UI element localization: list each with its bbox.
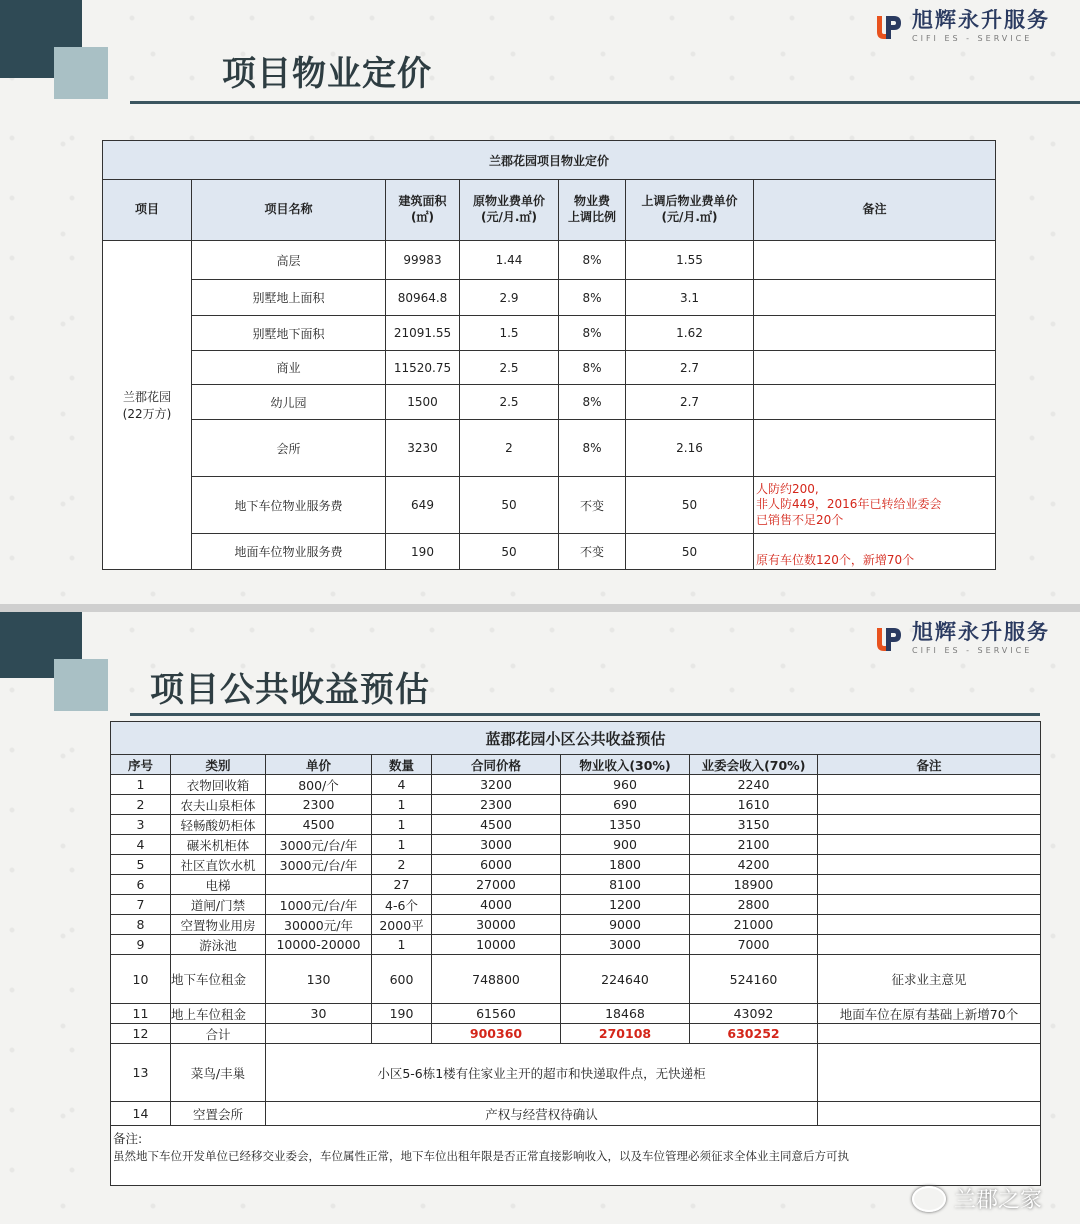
table-row	[111, 1102, 1041, 1126]
cell-name: 别墅地上面积	[192, 280, 386, 316]
corner-block-light	[54, 659, 108, 711]
header-project-name: 项目名称	[192, 180, 386, 241]
table-cell: 3200	[432, 775, 561, 795]
table-cell: 1200	[561, 895, 690, 915]
table-cell: 18900	[690, 875, 818, 895]
table-cell: 27	[372, 875, 432, 895]
table-cell: 4000	[432, 895, 561, 915]
cell-new: 2.7	[626, 385, 754, 420]
table-cell: 27000	[432, 875, 561, 895]
cell-area: 99983	[386, 241, 460, 280]
table-cell: 衣物回收箱	[171, 775, 266, 795]
cell-note	[754, 280, 996, 316]
row-note	[818, 1102, 1041, 1126]
table-cell	[818, 855, 1041, 875]
table-cell: 地下车位租金	[171, 955, 266, 1004]
note-row	[111, 1126, 1041, 1186]
table-cell: 4500	[432, 815, 561, 835]
watermark-text: 兰郡之家	[953, 1188, 1042, 1213]
table-row	[103, 351, 996, 385]
header-cell: 物业收入(30%)	[561, 755, 690, 775]
table-row	[103, 385, 996, 420]
table-cell	[818, 795, 1041, 815]
table-cell: 3000	[561, 935, 690, 955]
table-row	[111, 795, 1041, 815]
table-cell: 900	[561, 835, 690, 855]
table-cell: 6	[111, 875, 171, 895]
table-row	[111, 875, 1041, 895]
table-cell: 224640	[561, 955, 690, 1004]
table-cell: 轻畅酸奶柜体	[171, 815, 266, 835]
row-description: 小区5-6栋1楼有住家业主开的超市和快递取件点，无快递柜	[266, 1044, 818, 1102]
cell-name: 别墅地下面积	[192, 316, 386, 351]
table-cell: 1000元/台/年	[266, 895, 372, 915]
table-cell: 30000	[432, 915, 561, 935]
company-logo	[874, 622, 1050, 655]
table-cell: 9000	[561, 915, 690, 935]
cell-area: 3230	[386, 420, 460, 477]
table-row	[111, 915, 1041, 935]
cell-new: 1.55	[626, 241, 754, 280]
cell-area: 80964.8	[386, 280, 460, 316]
slide-property-pricing	[0, 0, 1080, 604]
row-number: 14	[111, 1102, 171, 1126]
table-cell: 地面车位在原有基础上新增70个	[818, 1004, 1041, 1024]
header-cell: 业委会收入(70%)	[690, 755, 818, 775]
cell-ratio: 不变	[559, 534, 626, 570]
table-row	[111, 835, 1041, 855]
table-cell: 10000	[432, 935, 561, 955]
table-cell: 2300	[432, 795, 561, 815]
header-old-price: 原物业费单价 (元/月.㎡)	[460, 180, 559, 241]
table-cell	[818, 775, 1041, 795]
cell-ratio: 8%	[559, 420, 626, 477]
table-cell: 2800	[690, 895, 818, 915]
table-cell: 道闸/门禁	[171, 895, 266, 915]
logo-mark-icon	[874, 12, 904, 42]
table-cell: 地上车位租金	[171, 1004, 266, 1024]
table-row	[103, 534, 996, 570]
cell-area: 190	[386, 534, 460, 570]
table-row	[111, 935, 1041, 955]
total-cell	[818, 1024, 1041, 1044]
table-cell: 6000	[432, 855, 561, 875]
header-cell: 备注	[818, 755, 1041, 775]
income-table	[110, 721, 1041, 1186]
table-cell: 8100	[561, 875, 690, 895]
table-cell: 2	[372, 855, 432, 875]
table-cell: 524160	[690, 955, 818, 1004]
table-row	[103, 316, 996, 351]
table-cell: 61560	[432, 1004, 561, 1024]
table-cell: 空置物业用房	[171, 915, 266, 935]
cell-old: 1.44	[460, 241, 559, 280]
title-underline	[130, 101, 1080, 104]
title-underline	[130, 713, 1040, 716]
watermark	[912, 1183, 1042, 1214]
table-footnote	[111, 1126, 1041, 1186]
table-caption: 蓝郡花园小区公共收益预估	[111, 722, 1041, 755]
table-cell	[818, 935, 1041, 955]
row-type: 空置会所	[171, 1102, 266, 1126]
header-new-price: 上调后物业费单价 (元/月.㎡)	[626, 180, 754, 241]
table-cell: 690	[561, 795, 690, 815]
cell-area: 21091.55	[386, 316, 460, 351]
cell-note	[754, 316, 996, 351]
table-cell: 21000	[690, 915, 818, 935]
total-cell: 900360	[432, 1024, 561, 1044]
table-row	[111, 855, 1041, 875]
table-row	[111, 895, 1041, 915]
header-note: 备注	[754, 180, 996, 241]
table-cell: 4500	[266, 815, 372, 835]
header-area: 建筑面积 (㎡)	[386, 180, 460, 241]
table-cell: 1	[111, 775, 171, 795]
table-cell: 4	[372, 775, 432, 795]
table-cell: 30	[266, 1004, 372, 1024]
table-cell: 3150	[690, 815, 818, 835]
wechat-icon	[912, 1186, 946, 1212]
table-cell: 10000-20000	[266, 935, 372, 955]
table-cell: 2000平	[372, 915, 432, 935]
cell-area: 11520.75	[386, 351, 460, 385]
cell-old: 50	[460, 534, 559, 570]
table-cell: 4	[111, 835, 171, 855]
total-cell	[266, 1024, 372, 1044]
table-cell: 征求业主意见	[818, 955, 1041, 1004]
table-cell: 5	[111, 855, 171, 875]
row-number: 13	[111, 1044, 171, 1102]
table-row	[103, 280, 996, 316]
cell-new: 2.7	[626, 351, 754, 385]
table-cell: 4200	[690, 855, 818, 875]
table-cell: 3000	[432, 835, 561, 855]
table-cell: 2240	[690, 775, 818, 795]
row-description: 产权与经营权待确认	[266, 1102, 818, 1126]
total-cell: 630252	[690, 1024, 818, 1044]
cell-area: 1500	[386, 385, 460, 420]
table-caption: 兰郡花园项目物业定价	[103, 141, 996, 180]
company-logo	[874, 10, 1050, 43]
row-note	[818, 1044, 1041, 1102]
total-row	[111, 1024, 1041, 1044]
table-cell: 电梯	[171, 875, 266, 895]
cell-ratio: 8%	[559, 316, 626, 351]
table-cell: 农夫山泉柜体	[171, 795, 266, 815]
table-cell: 1610	[690, 795, 818, 815]
pricing-table	[102, 140, 996, 570]
cell-new: 50	[626, 477, 754, 534]
cell-ratio: 8%	[559, 241, 626, 280]
table-cell: 1	[372, 935, 432, 955]
cell-name: 商业	[192, 351, 386, 385]
cell-ratio: 8%	[559, 385, 626, 420]
cell-ratio: 不变	[559, 477, 626, 534]
table-cell	[818, 835, 1041, 855]
table-cell: 3000元/台/年	[266, 855, 372, 875]
cell-old: 2.5	[460, 385, 559, 420]
cell-note	[754, 351, 996, 385]
table-cell: 游泳池	[171, 935, 266, 955]
table-cell: 社区直饮水机	[171, 855, 266, 875]
header-ratio: 物业费 上调比例	[559, 180, 626, 241]
table-cell: 748800	[432, 955, 561, 1004]
cell-area: 649	[386, 477, 460, 534]
cell-new: 3.1	[626, 280, 754, 316]
page-title: 项目公共收益预估	[150, 670, 430, 710]
cell-note: 原有车位数120个，新增70个	[754, 534, 996, 570]
header-cell: 数量	[372, 755, 432, 775]
cell-old: 2.9	[460, 280, 559, 316]
corner-block-light	[54, 47, 108, 99]
page-title: 项目物业定价	[222, 54, 432, 94]
cell-new: 2.16	[626, 420, 754, 477]
logo-mark-icon	[874, 624, 904, 654]
table-cell: 960	[561, 775, 690, 795]
table-cell: 碾米机柜体	[171, 835, 266, 855]
table-header-row	[103, 180, 996, 241]
row-type: 菜鸟/丰巢	[171, 1044, 266, 1102]
table-cell	[818, 895, 1041, 915]
cell-note: 人防约200, 非人防449，2016年已转给业委会 已销售不足20个	[754, 477, 996, 534]
table-cell	[818, 915, 1041, 935]
table-row	[111, 775, 1041, 795]
cell-name: 幼儿园	[192, 385, 386, 420]
table-cell: 43092	[690, 1004, 818, 1024]
footnote-text: 虽然地下车位开发单位已经移交业委会，车位属性正常，地下车位出租年限是否正常直接影响收入，以及车位管理必须征求全体业主同意后方可执	[113, 1148, 849, 1163]
table-cell: 1350	[561, 815, 690, 835]
slide-public-income	[0, 612, 1080, 1224]
cell-new: 50	[626, 534, 754, 570]
table-cell: 600	[372, 955, 432, 1004]
cell-name: 高层	[192, 241, 386, 280]
logo-chinese-name: 旭辉永升服务	[912, 8, 1050, 32]
table-cell: 11	[111, 1004, 171, 1024]
table-cell: 3000元/台/年	[266, 835, 372, 855]
cell-name: 会所	[192, 420, 386, 477]
table-cell	[266, 875, 372, 895]
table-cell: 18468	[561, 1004, 690, 1024]
table-row	[111, 1004, 1041, 1024]
table-row	[111, 955, 1041, 1004]
cell-old: 2.5	[460, 351, 559, 385]
table-header-row	[111, 755, 1041, 775]
logo-chinese-name: 旭辉永升服务	[912, 620, 1050, 644]
cell-note	[754, 420, 996, 477]
table-cell: 4-6个	[372, 895, 432, 915]
table-cell: 7000	[690, 935, 818, 955]
table-cell: 1	[372, 795, 432, 815]
table-cell: 8	[111, 915, 171, 935]
logo-english-name: CIFI ES - SERVICE	[912, 34, 1033, 43]
cell-note	[754, 241, 996, 280]
header-cell: 合同价格	[432, 755, 561, 775]
table-cell: 1800	[561, 855, 690, 875]
cell-note	[754, 385, 996, 420]
cell-name: 地面车位物业服务费	[192, 534, 386, 570]
table-cell: 10	[111, 955, 171, 1004]
table-row	[111, 815, 1041, 835]
table-cell: 190	[372, 1004, 432, 1024]
table-cell: 2100	[690, 835, 818, 855]
table-cell: 800/个	[266, 775, 372, 795]
table-cell	[818, 875, 1041, 895]
table-row	[103, 241, 996, 280]
cell-ratio: 8%	[559, 351, 626, 385]
table-cell: 3	[111, 815, 171, 835]
total-cell: 12	[111, 1024, 171, 1044]
table-cell	[818, 815, 1041, 835]
footnote-label: 备注:	[113, 1131, 143, 1146]
cell-old: 50	[460, 477, 559, 534]
total-cell: 合计	[171, 1024, 266, 1044]
table-cell: 2300	[266, 795, 372, 815]
table-row	[103, 420, 996, 477]
header-project: 项目	[103, 180, 192, 241]
table-row	[103, 477, 996, 534]
project-cell: 兰郡花园 (22万方)	[103, 241, 192, 570]
cell-ratio: 8%	[559, 280, 626, 316]
table-cell: 1	[372, 835, 432, 855]
header-cell: 序号	[111, 755, 171, 775]
cell-new: 1.62	[626, 316, 754, 351]
cell-name: 地下车位物业服务费	[192, 477, 386, 534]
table-cell: 2	[111, 795, 171, 815]
table-cell: 30000元/年	[266, 915, 372, 935]
table-cell: 130	[266, 955, 372, 1004]
cell-old: 1.5	[460, 316, 559, 351]
total-cell: 270108	[561, 1024, 690, 1044]
table-row	[111, 1044, 1041, 1102]
header-cell: 单价	[266, 755, 372, 775]
table-cell: 1	[372, 815, 432, 835]
cell-old: 2	[460, 420, 559, 477]
table-cell: 7	[111, 895, 171, 915]
total-cell	[372, 1024, 432, 1044]
table-cell: 9	[111, 935, 171, 955]
logo-english-name: CIFI ES - SERVICE	[912, 646, 1033, 655]
header-cell: 类别	[171, 755, 266, 775]
